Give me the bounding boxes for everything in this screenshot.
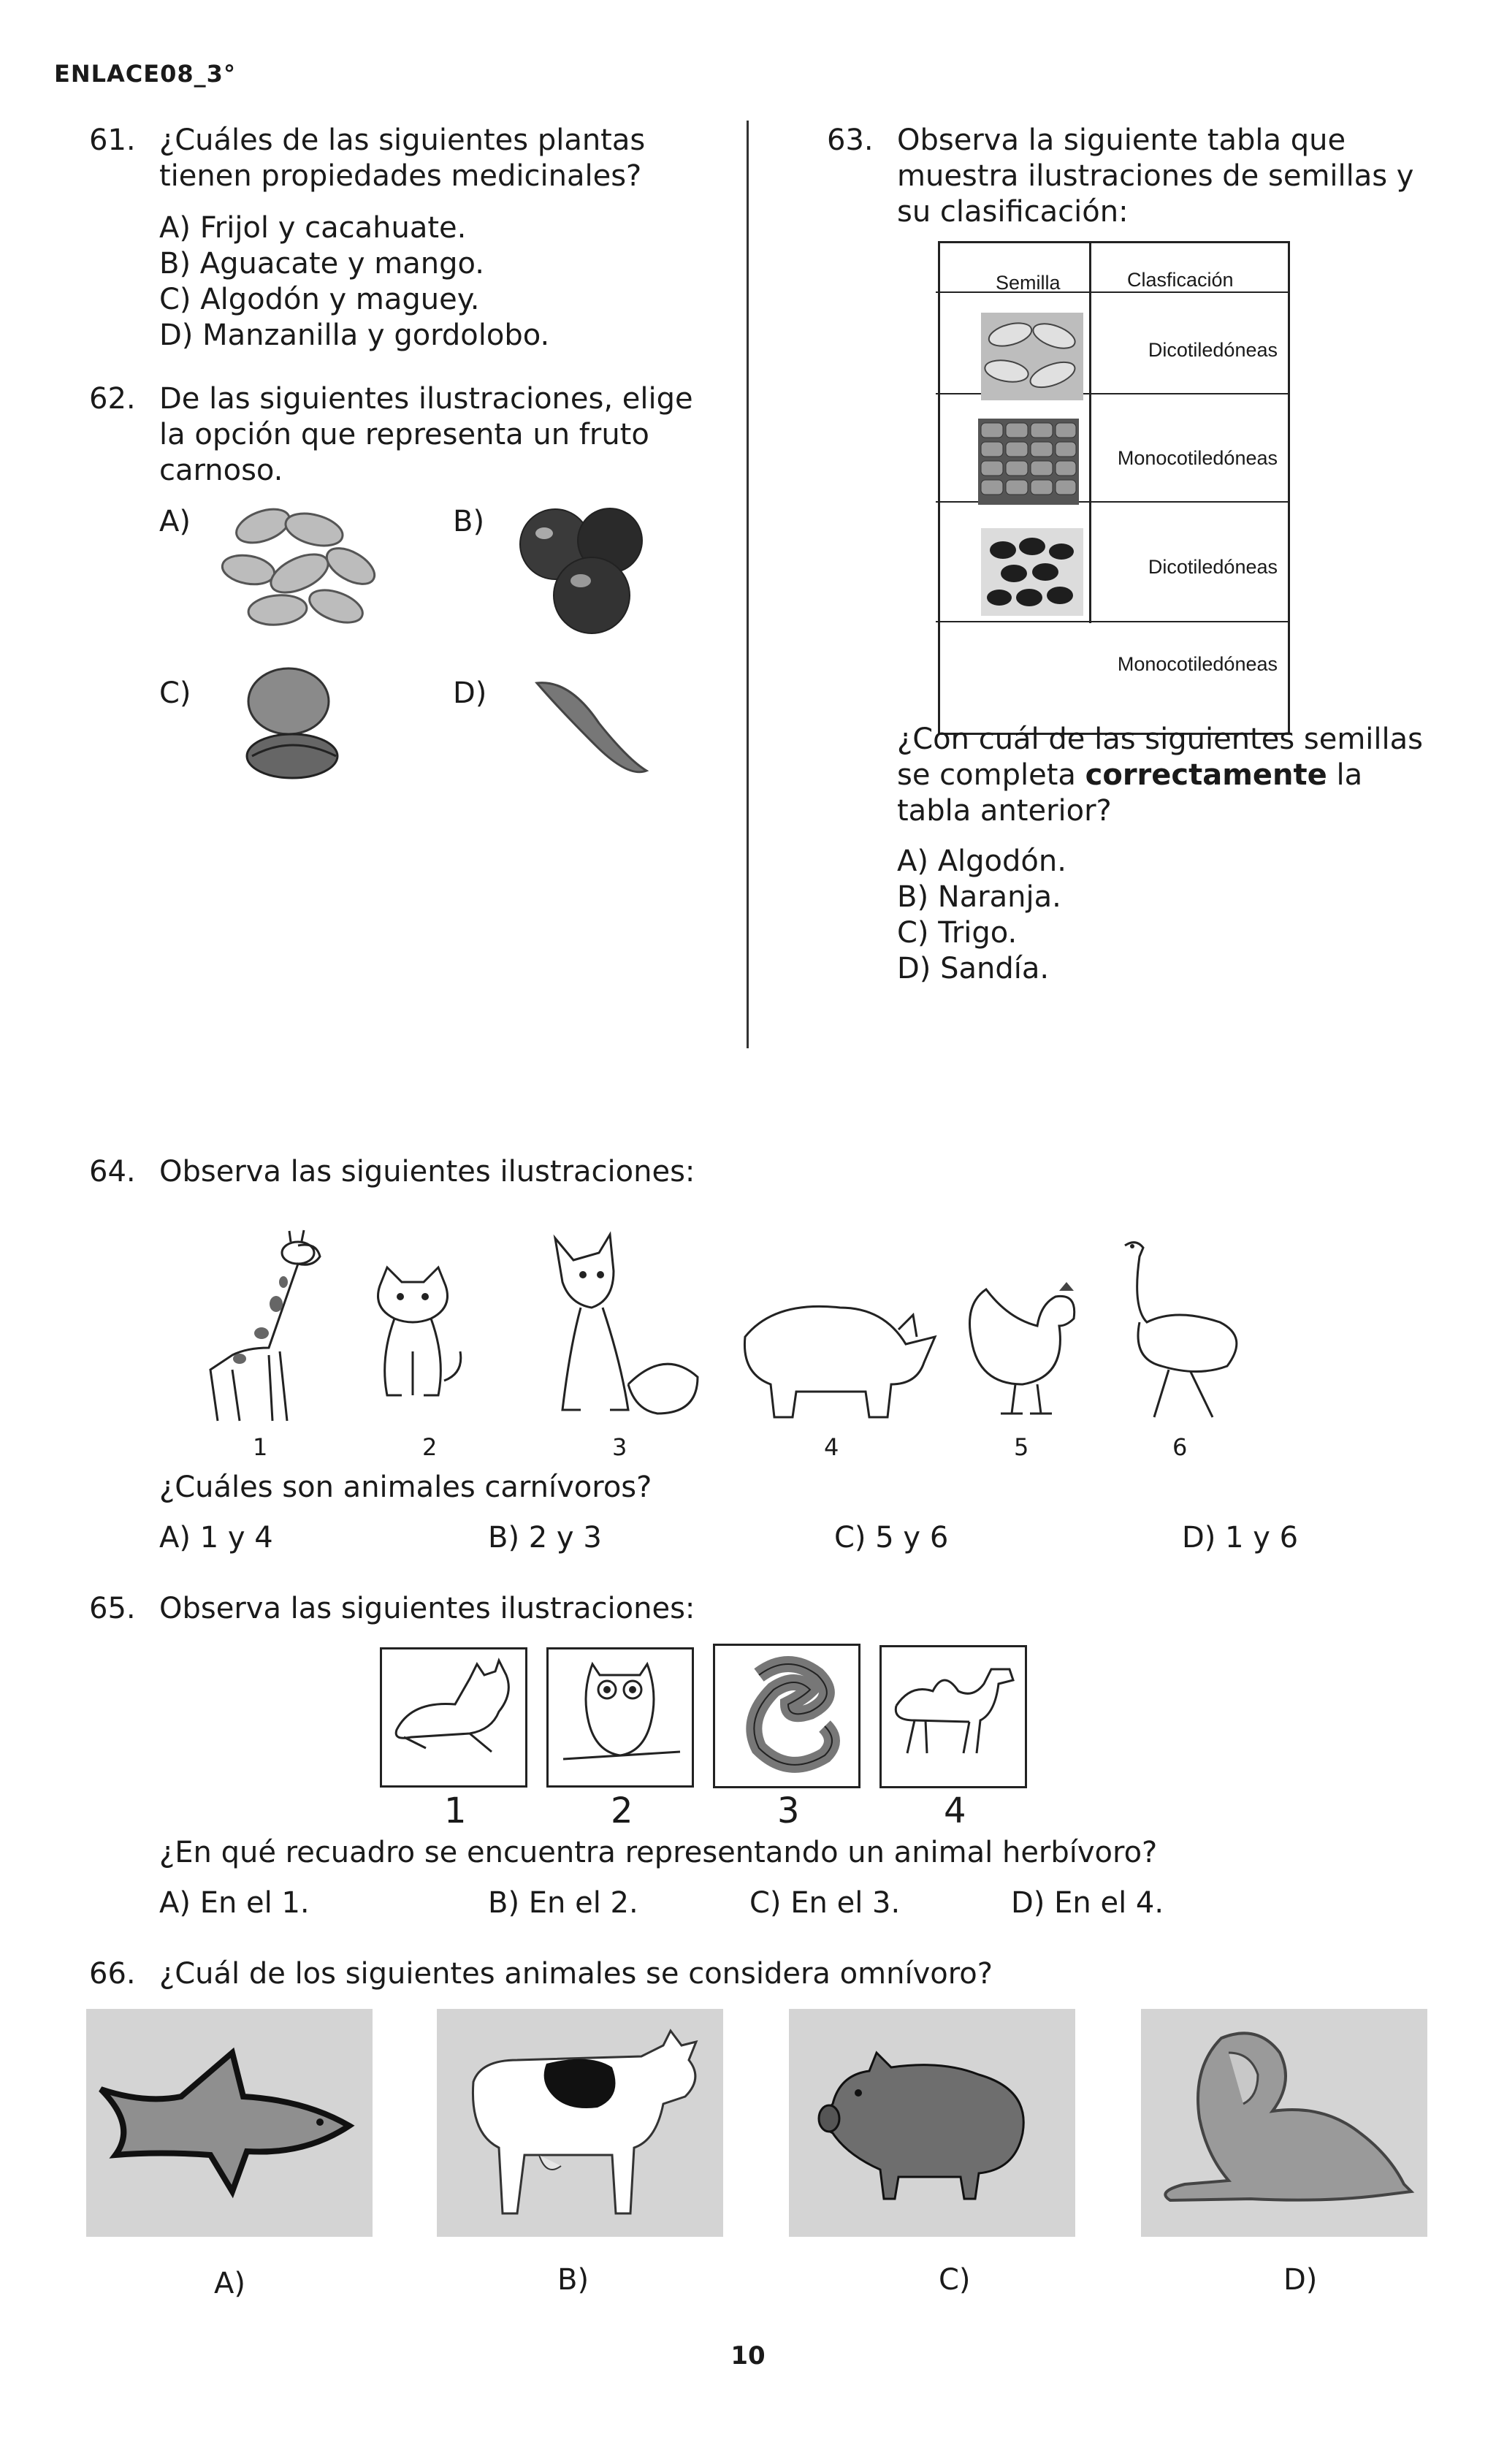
q66-option-b-letter[interactable]: B) [557,2263,589,2297]
q62-option-d-letter[interactable]: D) [453,676,487,710]
option-a-panel[interactable] [86,2009,373,2237]
option-text: 5 y 6 [875,1521,949,1555]
q63-option-a[interactable] [897,844,1066,880]
option-d-panel[interactable] [1141,2009,1427,2237]
option-text: Naranja. [937,880,1061,914]
option-text: Frijol y cacahuate. [199,211,467,245]
q62-option-b-letter[interactable]: B) [453,505,485,538]
seed-classification-table [938,241,1290,735]
option-text: Sandía. [940,952,1050,985]
q63-option-c[interactable] [897,915,1017,951]
option-b-panel[interactable] [437,2009,723,2237]
q66-option-d-letter[interactable]: D) [1283,2263,1318,2297]
option-text: En el 3. [790,1886,901,1920]
box-number: 4 [944,1790,966,1831]
option-letter: A) [897,844,928,878]
corn-seeds-image [978,419,1079,505]
option-letter: C) [159,283,191,316]
q63-question-line2 [897,758,1362,793]
option-text: Trigo. [938,916,1018,950]
lion-image [1141,2009,1427,2237]
animal-number: 4 [824,1433,839,1461]
pod-image[interactable] [526,665,657,782]
table-class-2: Monocotiledóneas [1117,447,1278,469]
table-class-3: Dicotiledóneas [1148,556,1278,578]
q63-option-d[interactable] [897,951,1049,987]
option-text: 1 y 4 [199,1521,273,1555]
q62-option-c-letter[interactable]: C) [159,676,191,710]
q64-option-b[interactable] [488,1520,602,1556]
option-letter: A) [159,211,191,245]
q63-number: 63. [827,123,874,157]
table-column-divider [1089,243,1091,623]
q61-option-b[interactable] [159,246,484,282]
giraffe-image [188,1224,335,1424]
option-text: Aguacate y mango. [199,247,484,281]
q65-option-a[interactable] [159,1885,310,1921]
apples-image[interactable] [504,493,650,639]
q64-option-d[interactable] [1182,1520,1298,1556]
beans-image [981,528,1083,616]
q64-text: Observa las siguientes ilustraciones: [159,1155,695,1189]
option-text: En el 2. [528,1886,638,1920]
document-header: ENLACE08_3° [54,60,236,88]
question-text: la [1327,758,1363,792]
option-letter: D) [1182,1521,1216,1555]
q65-option-b[interactable] [488,1885,638,1921]
owl-image [549,1649,692,1785]
table-row-line [936,291,1288,293]
option-letter: D) [897,952,931,985]
q63-text-line1: Observa la siguiente tabla que [897,123,1346,157]
option-text: En el 4. [1054,1886,1164,1920]
q64-option-a[interactable] [159,1520,273,1556]
rhino-image [730,1293,942,1424]
animal-number: 3 [612,1433,627,1461]
option-letter: B) [897,880,929,914]
hen-image [957,1275,1088,1421]
box-1[interactable] [380,1647,527,1788]
pig-image [789,2009,1075,2237]
q61-option-a[interactable] [159,210,466,246]
option-text: Algodón y maguey. [200,283,480,316]
q62-number: 62. [89,382,136,416]
q61-text-line2: tienen propiedades medicinales? [159,159,642,193]
option-letter: C) [897,916,929,950]
q63-question-line3: tabla anterior? [897,794,1112,828]
q66-number: 66. [89,1957,136,1991]
q65-option-c[interactable] [749,1885,900,1921]
camel-image [882,1647,1025,1786]
option-text: Manzanilla y gordolobo. [202,319,550,352]
option-letter: D) [1011,1886,1045,1920]
option-letter: B) [159,247,191,281]
q61-text-line1: ¿Cuáles de las siguientes plantas [159,123,646,157]
table-class-1: Dicotiledóneas [1148,339,1278,361]
q61-option-d[interactable] [159,318,549,354]
q62-text-line1: De las siguientes ilustraciones, elige [159,382,693,416]
q64-option-c[interactable] [834,1520,948,1556]
table-header-class: Clasficación [1127,269,1234,291]
question-emphasis: correctamente [1085,758,1327,792]
table-row-line [936,621,1288,622]
pecans-image[interactable] [226,661,365,793]
box-number: 1 [444,1790,467,1831]
fox-image [541,1231,709,1421]
animal-number: 6 [1172,1433,1188,1461]
option-text: En el 1. [199,1886,310,1920]
column-divider [747,121,749,1048]
table-header-seed: Semilla [996,272,1061,294]
q65-text: Observa las siguientes ilustraciones: [159,1592,695,1625]
table-class-4: Monocotiledóneas [1117,653,1278,675]
option-letter: C) [834,1521,866,1555]
box-3[interactable] [713,1644,860,1788]
shark-image [86,2009,373,2237]
question-text: se completa [897,758,1085,792]
q64-number: 64. [89,1155,136,1189]
option-text: 2 y 3 [528,1521,602,1555]
box-number: 2 [611,1790,633,1831]
q66-option-a-letter[interactable]: A) [214,2267,245,2300]
option-letter: B) [488,1521,520,1555]
animal-number: 5 [1014,1433,1029,1461]
q61-option-c[interactable] [159,282,479,318]
q66-option-c-letter[interactable]: C) [939,2263,971,2297]
q66-text: ¿Cuál de los siguientes animales se considera omnívoro? [159,1957,993,1991]
option-letter: A) [159,1886,191,1920]
box-number: 3 [777,1790,800,1831]
page-number: 10 [730,2341,766,2370]
option-letter: C) [749,1886,782,1920]
option-c-panel[interactable] [789,2009,1075,2237]
q62-text-line2: la opción que representa un fruto [159,418,649,451]
animal-number: 2 [422,1433,438,1461]
q64-question: ¿Cuáles son animales carnívoros? [159,1471,652,1504]
box-2[interactable] [546,1647,694,1788]
q65-option-d[interactable] [1011,1885,1164,1921]
q62-text-line3: carnoso. [159,454,283,487]
q65-number: 65. [89,1592,136,1625]
q63-text-line3: su clasificación: [897,195,1129,229]
snake-image [715,1646,858,1786]
q63-option-b[interactable] [897,880,1061,915]
box-4[interactable] [879,1645,1027,1788]
peanut-seeds-image [981,313,1083,400]
ostrich-image [1103,1235,1256,1421]
option-letter: B) [488,1886,520,1920]
q65-question: ¿En qué recuadro se encuentra representando un animal herbívoro? [159,1836,1158,1869]
q61-number: 61. [89,123,136,157]
cow-image [437,2009,723,2237]
q63-question-line1: ¿Con cuál de las siguientes semillas [897,722,1423,756]
cat-image [358,1264,468,1410]
option-letter: A) [159,1521,191,1555]
peanuts-image[interactable] [219,497,387,636]
cat-lying-image [382,1649,525,1785]
option-text: Algodón. [937,844,1066,878]
q63-text-line2: muestra ilustraciones de semillas y [897,159,1414,193]
q62-option-a-letter[interactable]: A) [159,505,191,538]
option-letter: D) [159,319,194,352]
option-text: 1 y 6 [1225,1521,1299,1555]
animal-number: 1 [253,1433,268,1461]
